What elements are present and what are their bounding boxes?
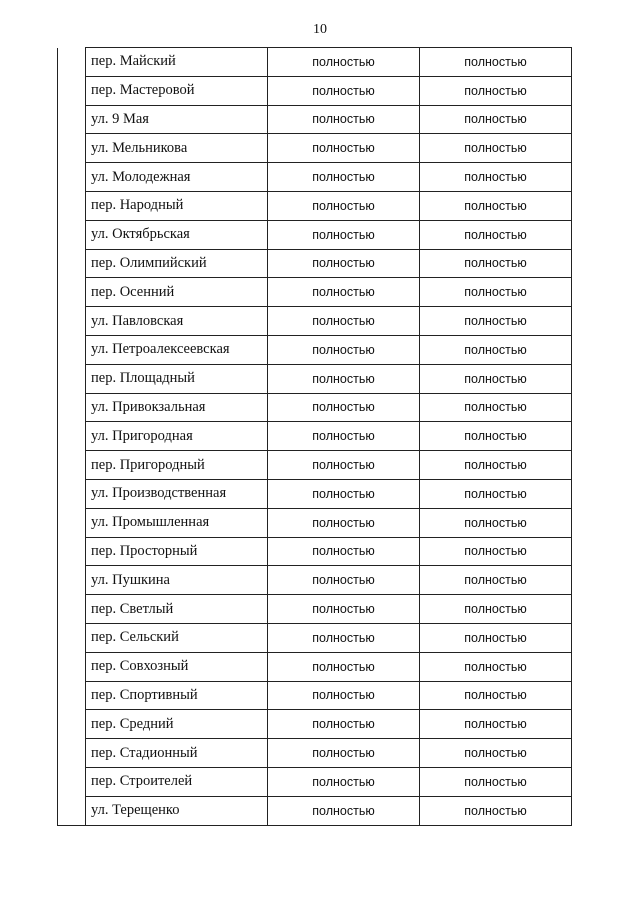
table-row (58, 335, 572, 364)
index-cell (58, 767, 86, 796)
coverage-cell: полностью (420, 566, 572, 595)
index-cell (58, 307, 86, 336)
street-name-cell: пер. Народный (86, 191, 268, 220)
street-name-cell: ул. Пушкина (86, 566, 268, 595)
coverage-cell: полностью (420, 479, 572, 508)
street-name-cell: пер. Площадный (86, 364, 268, 393)
coverage-cell: полностью (268, 422, 420, 451)
coverage-cell: полностью (268, 537, 420, 566)
street-name-cell: пер. Сельский (86, 623, 268, 652)
coverage-cell: полностью (420, 508, 572, 537)
index-cell (58, 393, 86, 422)
table-row (58, 796, 572, 825)
scan-speck (397, 862, 407, 864)
index-cell (58, 623, 86, 652)
coverage-cell: полностью (420, 220, 572, 249)
index-cell (58, 163, 86, 192)
coverage-cell: полностью (268, 595, 420, 624)
index-cell (58, 48, 86, 77)
coverage-cell: полностью (268, 508, 420, 537)
coverage-cell: полностью (268, 249, 420, 278)
index-cell (58, 595, 86, 624)
coverage-cell: полностью (420, 796, 572, 825)
coverage-cell: полностью (420, 767, 572, 796)
coverage-cell: полностью (268, 451, 420, 480)
street-name-cell: пер. Совхозный (86, 652, 268, 681)
street-name-cell: пер. Средний (86, 710, 268, 739)
coverage-cell: полностью (268, 796, 420, 825)
street-name-cell: ул. Привокзальная (86, 393, 268, 422)
index-cell (58, 422, 86, 451)
table-row (58, 364, 572, 393)
table-row (58, 710, 572, 739)
coverage-cell: полностью (268, 76, 420, 105)
table-row (58, 76, 572, 105)
street-name-cell: ул. Павловская (86, 307, 268, 336)
index-cell (58, 739, 86, 768)
table-row (58, 191, 572, 220)
coverage-cell: полностью (420, 105, 572, 134)
coverage-cell: полностью (268, 163, 420, 192)
index-cell (58, 364, 86, 393)
table-row (58, 278, 572, 307)
coverage-cell: полностью (268, 739, 420, 768)
index-cell (58, 566, 86, 595)
index-cell (58, 220, 86, 249)
coverage-cell: полностью (420, 393, 572, 422)
table-row (58, 739, 572, 768)
index-cell (58, 537, 86, 566)
table-row (58, 537, 572, 566)
index-cell (58, 796, 86, 825)
coverage-cell: полностью (420, 422, 572, 451)
coverage-cell: полностью (268, 105, 420, 134)
street-name-cell: ул. Мельникова (86, 134, 268, 163)
table-row (58, 767, 572, 796)
index-cell (58, 191, 86, 220)
coverage-cell: полностью (420, 48, 572, 77)
table-row (58, 105, 572, 134)
table-row (58, 220, 572, 249)
street-name-cell: пер. Олимпийский (86, 249, 268, 278)
coverage-cell: полностью (268, 566, 420, 595)
index-cell (58, 479, 86, 508)
coverage-cell: полностью (268, 393, 420, 422)
table-row (58, 479, 572, 508)
coverage-cell: полностью (268, 134, 420, 163)
streets-table (57, 47, 572, 826)
street-name-cell: ул. Петроалексеевская (86, 335, 268, 364)
coverage-cell: полностью (268, 335, 420, 364)
street-name-cell: ул. Терещенко (86, 796, 268, 825)
index-cell (58, 335, 86, 364)
street-name-cell: ул. 9 Мая (86, 105, 268, 134)
coverage-cell: полностью (420, 278, 572, 307)
coverage-cell: полностью (420, 451, 572, 480)
table-row (58, 681, 572, 710)
street-name-cell: пер. Майский (86, 48, 268, 77)
table-row (58, 249, 572, 278)
coverage-cell: полностью (420, 163, 572, 192)
table-row (58, 48, 572, 77)
page-number: 10 (313, 22, 327, 37)
street-name-cell: пер. Осенний (86, 278, 268, 307)
street-name-cell: ул. Октябрьская (86, 220, 268, 249)
coverage-cell: полностью (420, 191, 572, 220)
coverage-cell: полностью (420, 335, 572, 364)
table-row (58, 134, 572, 163)
coverage-cell: полностью (268, 623, 420, 652)
index-cell (58, 249, 86, 278)
street-name-cell: пер. Строителей (86, 767, 268, 796)
coverage-cell: полностью (268, 220, 420, 249)
coverage-cell: полностью (420, 739, 572, 768)
table-row (58, 566, 572, 595)
coverage-cell: полностью (420, 307, 572, 336)
coverage-cell: полностью (420, 652, 572, 681)
street-name-cell: пер. Мастеровой (86, 76, 268, 105)
street-name-cell: ул. Промышленная (86, 508, 268, 537)
coverage-cell: полностью (420, 623, 572, 652)
table-row (58, 652, 572, 681)
table-row (58, 595, 572, 624)
street-name-cell: ул. Молодежная (86, 163, 268, 192)
index-cell (58, 652, 86, 681)
coverage-cell: полностью (268, 767, 420, 796)
table-row (58, 163, 572, 192)
coverage-cell: полностью (268, 681, 420, 710)
coverage-cell: полностью (420, 595, 572, 624)
coverage-cell: полностью (420, 249, 572, 278)
coverage-cell: полностью (268, 479, 420, 508)
index-cell (58, 681, 86, 710)
table-row (58, 623, 572, 652)
street-name-cell: пер. Стадионный (86, 739, 268, 768)
table-row (58, 307, 572, 336)
coverage-cell: полностью (268, 710, 420, 739)
coverage-cell: полностью (268, 652, 420, 681)
index-cell (58, 508, 86, 537)
coverage-cell: полностью (268, 191, 420, 220)
street-name-cell: пер. Спортивный (86, 681, 268, 710)
table-row (58, 508, 572, 537)
coverage-cell: полностью (420, 364, 572, 393)
table-row (58, 422, 572, 451)
street-name-cell: пер. Светлый (86, 595, 268, 624)
table-row (58, 451, 572, 480)
table-row (58, 393, 572, 422)
coverage-cell: полностью (420, 76, 572, 105)
coverage-cell: полностью (268, 278, 420, 307)
index-cell (58, 76, 86, 105)
street-name-cell: ул. Пригородная (86, 422, 268, 451)
index-cell (58, 451, 86, 480)
coverage-cell: полностью (420, 134, 572, 163)
coverage-cell: полностью (268, 364, 420, 393)
coverage-cell: полностью (420, 537, 572, 566)
street-name-cell: ул. Производственная (86, 479, 268, 508)
street-name-cell: пер. Пригородный (86, 451, 268, 480)
index-cell (58, 105, 86, 134)
coverage-cell: полностью (268, 48, 420, 77)
coverage-cell: полностью (268, 307, 420, 336)
index-cell (58, 710, 86, 739)
index-cell (58, 134, 86, 163)
street-name-cell: пер. Просторный (86, 537, 268, 566)
coverage-cell: полностью (420, 681, 572, 710)
coverage-cell: полностью (420, 710, 572, 739)
index-cell (58, 278, 86, 307)
